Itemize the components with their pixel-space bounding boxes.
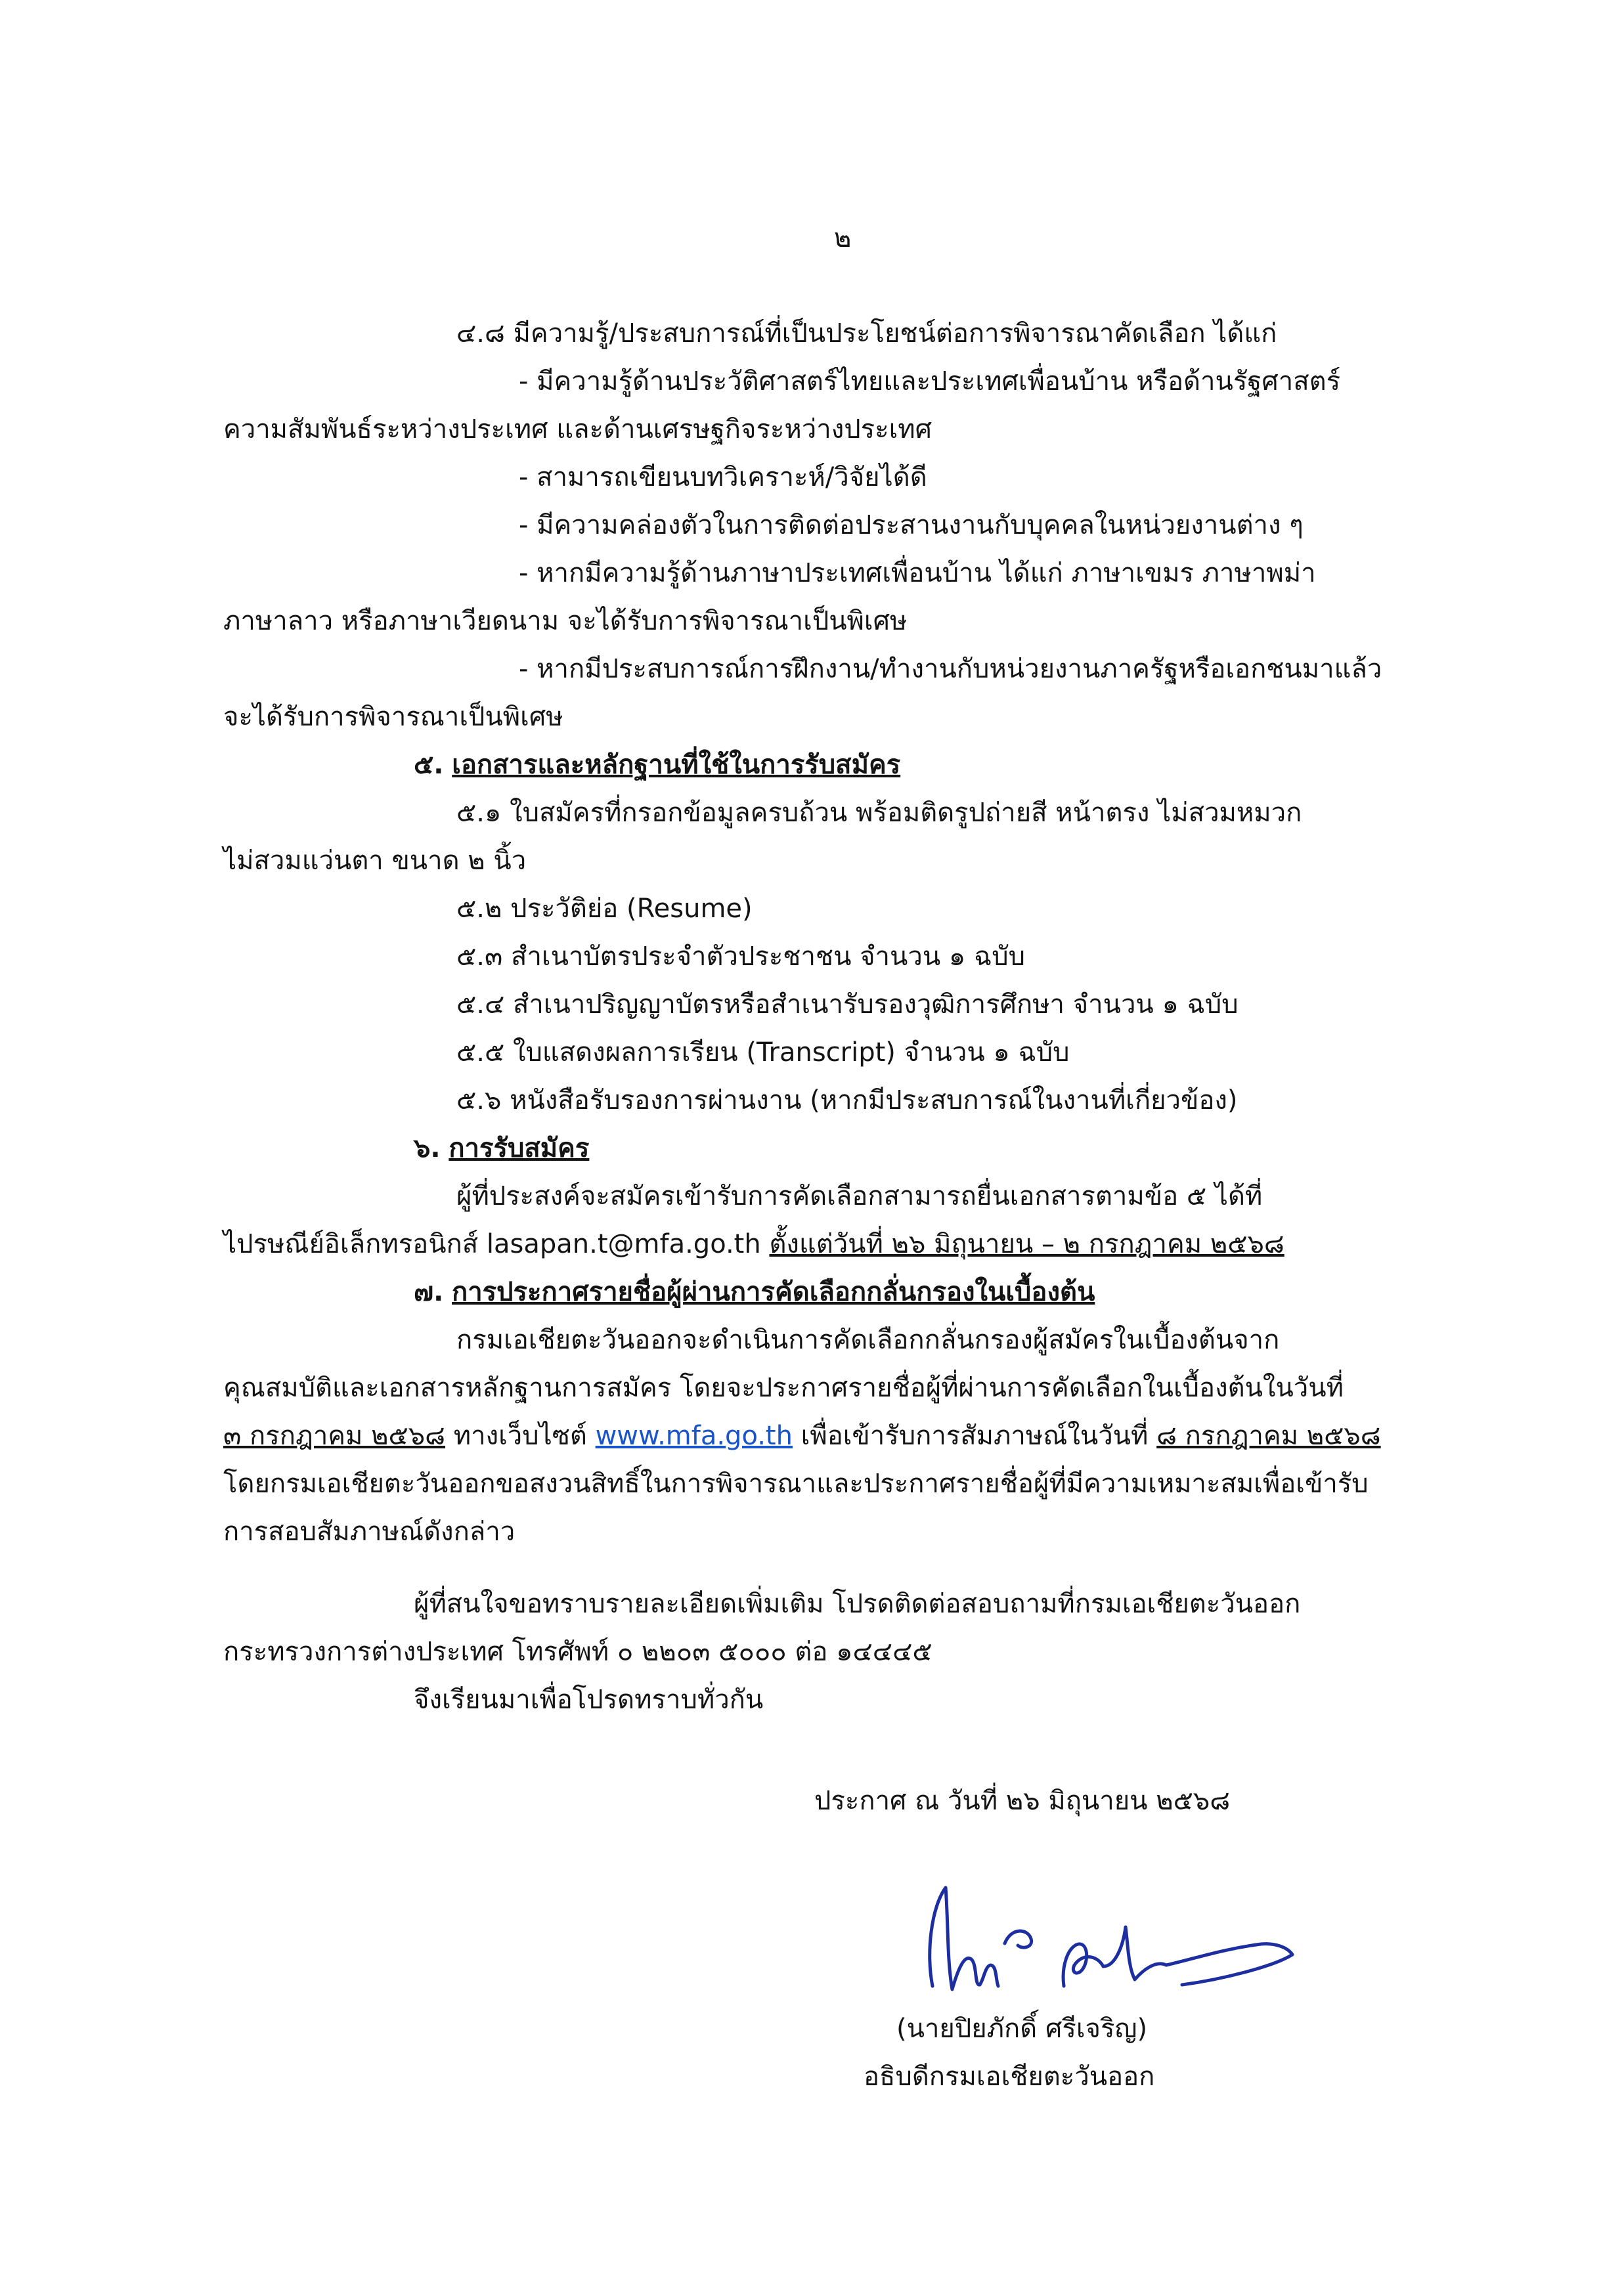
- section-5-item-1-cont: ไม่สวมแว่นตา ขนาด ๒ นิ้ว: [223, 846, 527, 876]
- section-7-paragraph-line-4: โดยกรมเอเชียตะวันออกขอสงวนสิทธิ์ในการพิจารณาและประกาศรายชื่อผู้ที่มีความเหมาะสมเพื่อเข้ารับ: [223, 1469, 1369, 1499]
- section-5-item-2: ๕.๒ ประวัติย่อ (Resume): [456, 894, 753, 924]
- shortlist-date: ๓ กรกฎาคม ๒๕๖๘: [223, 1421, 446, 1451]
- closing-line: จึงเรียนมาเพื่อโปรดทราบทั่วกัน: [414, 1685, 764, 1715]
- section-7-paragraph-line-5: การสอบสัมภาษณ์ดังกล่าว: [223, 1517, 516, 1547]
- section-5-item-6: ๕.๖ หนังสือรับรองการผ่านงาน (หากมีประสบการณ์ในงานที่เกี่ยวข้อง): [456, 1085, 1238, 1116]
- section-7-title: การประกาศรายชื่อผู้ผ่านการคัดเลือกกลั่นกรองในเบื้องต้น: [452, 1277, 1095, 1307]
- section-6-application-dates: ตั้งแต่วันที่ ๒๖ มิถุนายน – ๒ กรกฎาคม ๒๕๖๘: [769, 1229, 1284, 1259]
- item-4-8-bullet-1-cont: ความสัมพันธ์ระหว่างประเทศ และด้านเศรษฐกิจระหว่างประเทศ: [223, 414, 933, 444]
- section-5-item-4: ๕.๔ สำเนาปริญญาบัตรหรือสำเนารับรองวุฒิการศึกษา จำนวน ๑ ฉบับ: [456, 989, 1239, 1020]
- item-4-8-bullet-5: - หากมีประสบการณ์การฝึกงาน/ทำงานกับหน่วยงานภาครัฐหรือเอกชนมาแล้ว: [519, 654, 1382, 684]
- section-6-paragraph: ผู้ที่ประสงค์จะสมัครเข้ารับการคัดเลือกสามารถยื่นเอกสารตามข้อ ๕ ได้ที่: [456, 1181, 1263, 1211]
- section-5-number: ๕.: [414, 750, 444, 780]
- item-4-8-bullet-5-cont: จะได้รับการพิจารณาเป็นพิเศษ: [223, 702, 563, 732]
- section-6-title: การรับสมัคร: [449, 1133, 590, 1163]
- section-5-item-5: ๕.๕ ใบแสดงผลการเรียน (Transcript) จำนวน ๑ ฉบับ: [456, 1037, 1070, 1068]
- section-5-heading: [414, 747, 900, 783]
- item-4-8-bullet-2: - สามารถเขียนบทวิเคราะห์/วิจัยได้ดี: [519, 462, 927, 492]
- section-7-heading: [414, 1274, 1095, 1310]
- section-6-number: ๖.: [414, 1133, 441, 1163]
- item-4-8-bullet-3: - มีความคล่องตัวในการติดต่อประสานงานกับบุคคลในหน่วยงานต่าง ๆ: [519, 510, 1304, 540]
- page-number: ๒: [834, 223, 852, 253]
- website-link[interactable]: www.mfa.go.th: [595, 1421, 793, 1451]
- section-6-heading: [414, 1130, 589, 1167]
- section-7-paragraph-line-3: [223, 1418, 1381, 1454]
- item-4-8-bullet-4-cont: ภาษาลาว หรือภาษาเวียดนาม จะได้รับการพิจารณาเป็นพิเศษ: [223, 606, 908, 636]
- section-6-paragraph-cont: [223, 1226, 1284, 1263]
- text-segment: ทางเว็บไซต์: [445, 1421, 596, 1451]
- contact-paragraph-cont: กระทรวงการต่างประเทศ โทรศัพท์ ๐ ๒๒๐๓ ๕๐๐๐ ต่อ ๑๔๔๔๕: [223, 1637, 933, 1667]
- item-4-8-title: ๔.๘ มีความรู้/ประสบการณ์ที่เป็นประโยชน์ต่อการพิจารณาคัดเลือก ได้แก่: [456, 318, 1277, 349]
- contact-paragraph: ผู้ที่สนใจขอทราบรายละเอียดเพิ่มเติม โปรดติดต่อสอบถามที่กรมเอเชียตะวันออก: [414, 1589, 1301, 1619]
- signatory-title: อธิบดีกรมเอเชียตะวันออก: [864, 2062, 1155, 2092]
- section-7-number: ๗.: [414, 1277, 444, 1307]
- signatory-name: (นายปิยภักดิ์ ศรีเจริญ): [896, 2014, 1148, 2044]
- section-5-item-1: ๕.๑ ใบสมัครที่กรอกข้อมูลครบถ้วน พร้อมติดรูปถ่ายสี หน้าตรง ไม่สวมหมวก: [456, 798, 1302, 828]
- announcement-date: ประกาศ ณ วันที่ ๒๖ มิถุนายน ๒๕๖๘: [814, 1786, 1231, 1816]
- section-7-paragraph-line-2: คุณสมบัติและเอกสารหลักฐานการสมัคร โดยจะประกาศรายชื่อผู้ที่ผ่านการคัดเลือกในเบื้องต้นในวันที่: [223, 1373, 1344, 1403]
- interview-date: ๘ กรกฎาคม ๒๕๖๘: [1156, 1421, 1381, 1451]
- text-segment: เพื่อเข้ารับการสัมภาษณ์ในวันที่: [792, 1421, 1157, 1451]
- section-6-email-text: ไปรษณีย์อิเล็กทรอนิกส์ lasapan.t@mfa.go.th: [223, 1229, 761, 1259]
- signature-image: [906, 1881, 1300, 2012]
- item-4-8-bullet-4: - หากมีความรู้ด้านภาษาประเทศเพื่อนบ้าน ได้แก่ ภาษาเขมร ภาษาพม่า: [519, 558, 1316, 588]
- section-5-title: เอกสารและหลักฐานที่ใช้ในการรับสมัคร: [452, 750, 901, 780]
- section-5-item-3: ๕.๓ สำเนาบัตรประจำตัวประชาชน จำนวน ๑ ฉบับ: [456, 942, 1026, 972]
- item-4-8-bullet-1: - มีความรู้ด้านประวัติศาสตร์ไทยและประเทศเพื่อนบ้าน หรือด้านรัฐศาสตร์: [519, 366, 1341, 397]
- section-7-paragraph: กรมเอเชียตะวันออกจะดำเนินการคัดเลือกกลั่นกรองผู้สมัครในเบื้องต้นจาก: [456, 1325, 1280, 1355]
